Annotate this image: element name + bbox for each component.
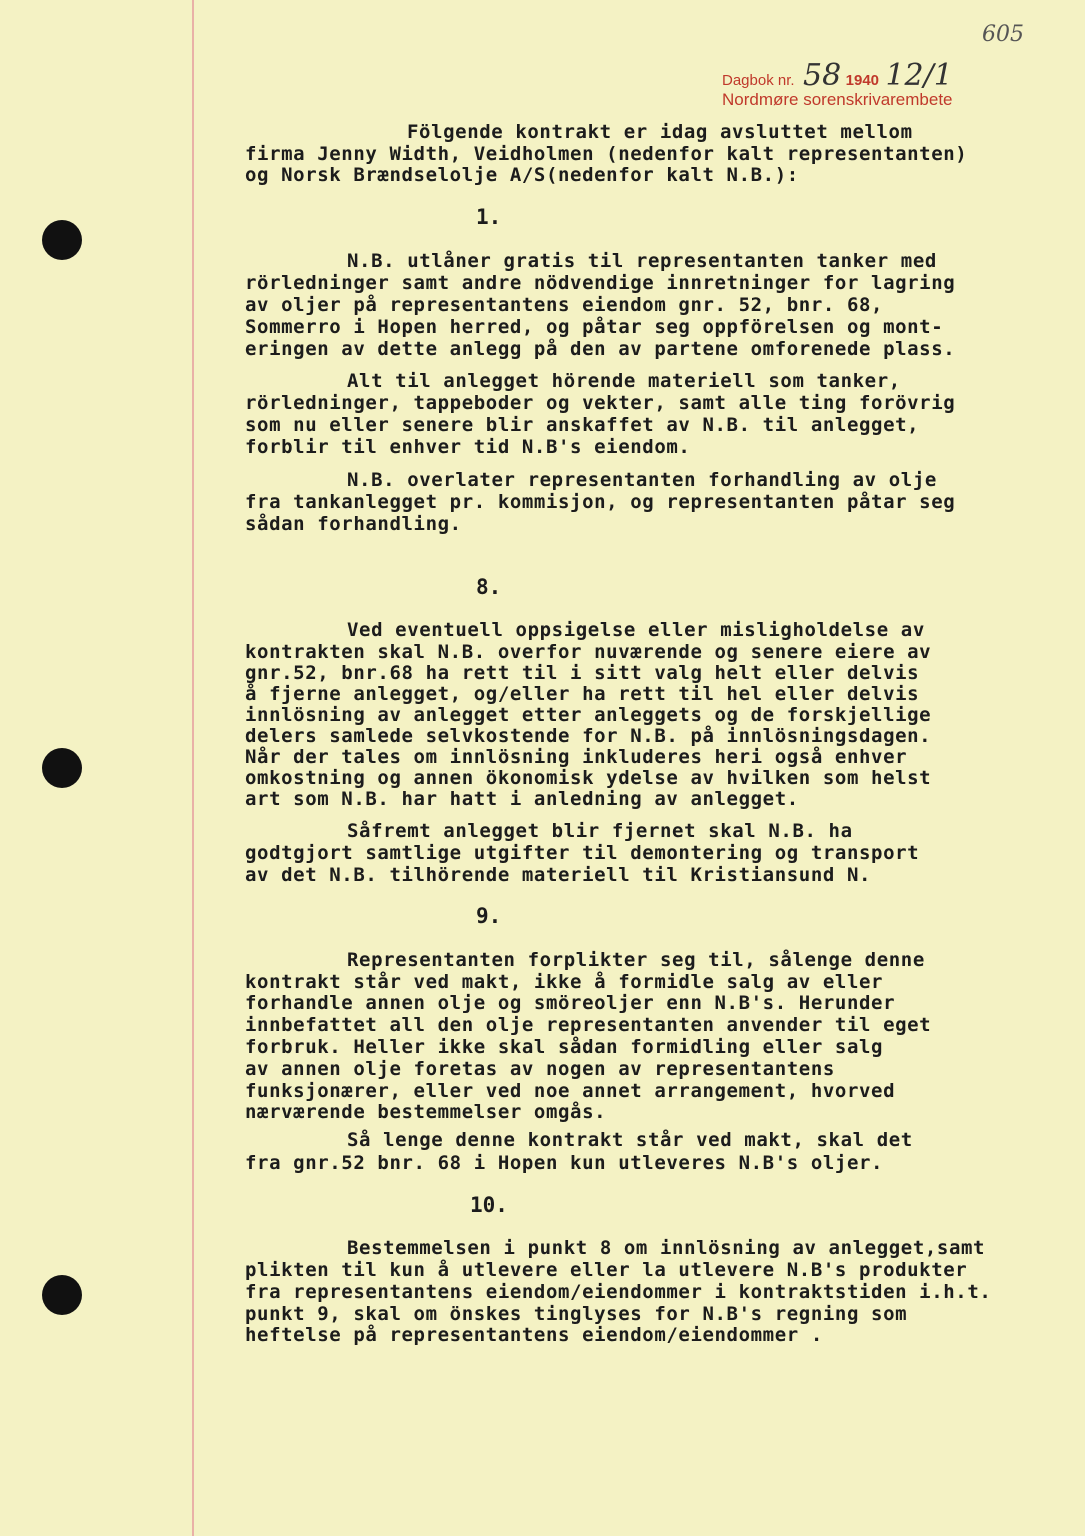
text-line: forhandle annen olje og smöreoljer enn N.B's. Herunder — [245, 992, 896, 1014]
punch-hole — [42, 220, 82, 260]
text-line: sådan forhandling. — [245, 513, 462, 535]
page-number: 605 — [982, 22, 1024, 47]
text-line: kontrakten skal N.B. overfor nuværende og senere eiere av — [245, 641, 932, 663]
text-line: punkt 9, skal om önskes tinglyses for N.B's regning som — [245, 1303, 908, 1325]
text-line: kontrakt står ved makt, ikke å formidle salg av eller — [245, 971, 884, 993]
text-line: av annen olje foretas av nogen av representantens — [245, 1058, 835, 1080]
punch-hole — [42, 748, 82, 788]
text-line: heftelse på representantens eiendom/eiendommer . — [245, 1324, 823, 1346]
text-line: som nu eller senere blir anskaffet av N.B. til anlegget, — [245, 414, 920, 436]
text-line: N.B. utlåner gratis til representanten tanker med — [347, 250, 937, 272]
text-line: fra tankanlegget pr. kommisjon, og representanten påtar seg — [245, 491, 956, 513]
text-line: av det N.B. tilhörende materiell til Kristiansund N. — [245, 864, 872, 886]
text-line: forblir til enhver tid N.B's eiendom. — [245, 436, 691, 458]
stamp-number: 58 — [803, 58, 842, 93]
intro-line: og Norsk Brændselolje A/S(nedenfor kalt N.B.): — [245, 164, 799, 186]
text-line: art som N.B. har hatt i anledning av anlegget. — [245, 788, 799, 810]
section-heading: 8. — [476, 575, 502, 599]
text-line: innbefattet all den olje representanten anvender til eget — [245, 1014, 932, 1036]
text-line: å fjerne anlegget, og/eller ha rett til hel eller delvis — [245, 683, 920, 705]
text-line: innlösning av anlegget etter anleggets og de forskjellige — [245, 704, 932, 726]
text-line: fra gnr.52 bnr. 68 i Hopen kun utleveres N.B's oljer. — [245, 1152, 884, 1174]
text-line: forbruk. Heller ikke skal sådan formidling eller salg — [245, 1036, 884, 1058]
margin-line — [192, 0, 194, 1536]
stamp-year: 1940 — [845, 72, 880, 89]
text-line: funksjonærer, eller ved noe annet arrangement, hvorved — [245, 1080, 896, 1102]
text-line: fra representantens eiendom/eiendommer i kontraktstiden i.h.t. — [245, 1281, 992, 1303]
text-line: Alt til anlegget hörende materiell som tanker, — [347, 370, 901, 392]
text-line: N.B. overlater representanten forhandling av olje — [347, 469, 937, 491]
text-line: godtgjort samtlige utgifter til demontering og transport — [245, 842, 920, 864]
text-line: Når der tales om innlösning inkluderes heri også enhver — [245, 746, 908, 768]
text-line: nærværende bestemmelser omgås. — [245, 1101, 607, 1123]
text-line: rörledninger samt andre nödvendige innretninger for lagring — [245, 272, 956, 294]
stamp-prefix: Dagbok nr. — [722, 72, 795, 89]
section-heading: 1. — [476, 205, 502, 229]
intro-line: firma Jenny Width, Veidholmen (nedenfor kalt representanten) — [245, 143, 968, 165]
journal-stamp — [722, 58, 953, 93]
text-line: rörledninger, tappeboder og vekter, samt alle ting forövrig — [245, 392, 956, 414]
text-line: plikten til kun å utlevere eller la utlevere N.B's produkter — [245, 1259, 968, 1281]
text-line: Ved eventuell oppsigelse eller misligholdelse av — [347, 619, 925, 641]
text-line: eringen av dette anlegg på den av partene omforenede plass. — [245, 338, 956, 360]
punch-hole — [42, 1275, 82, 1315]
text-line: Så lenge denne kontrakt står ved makt, skal det — [347, 1129, 913, 1151]
section-heading: 9. — [476, 904, 502, 928]
text-line: omkostning og annen ökonomisk ydelse av hvilken som helst — [245, 767, 932, 789]
stamp-date: 12/1 — [885, 58, 953, 93]
text-line: delers samlede selvkostende for N.B. på innlösningsdagen. — [245, 725, 932, 747]
text-line: av oljer på representantens eiendom gnr. 52, bnr. 68, — [245, 294, 884, 316]
intro-line: Fölgende kontrakt er idag avsluttet mellom — [407, 121, 913, 143]
text-line: Representanten forplikter seg til, sålenge denne — [347, 949, 925, 971]
text-line: Bestemmelsen i punkt 8 om innlösning av anlegget,samt — [347, 1237, 986, 1259]
text-line: gnr.52, bnr.68 ha rett til i sitt valg helt eller delvis — [245, 662, 920, 684]
section-heading: 10. — [470, 1193, 508, 1217]
stamp-office: Nordmøre sorenskrivarembete — [722, 90, 953, 109]
text-line: Sommerro i Hopen herred, og påtar seg oppförelsen og mont- — [245, 316, 944, 338]
text-line: Såfremt anlegget blir fjernet skal N.B. ha — [347, 820, 853, 842]
